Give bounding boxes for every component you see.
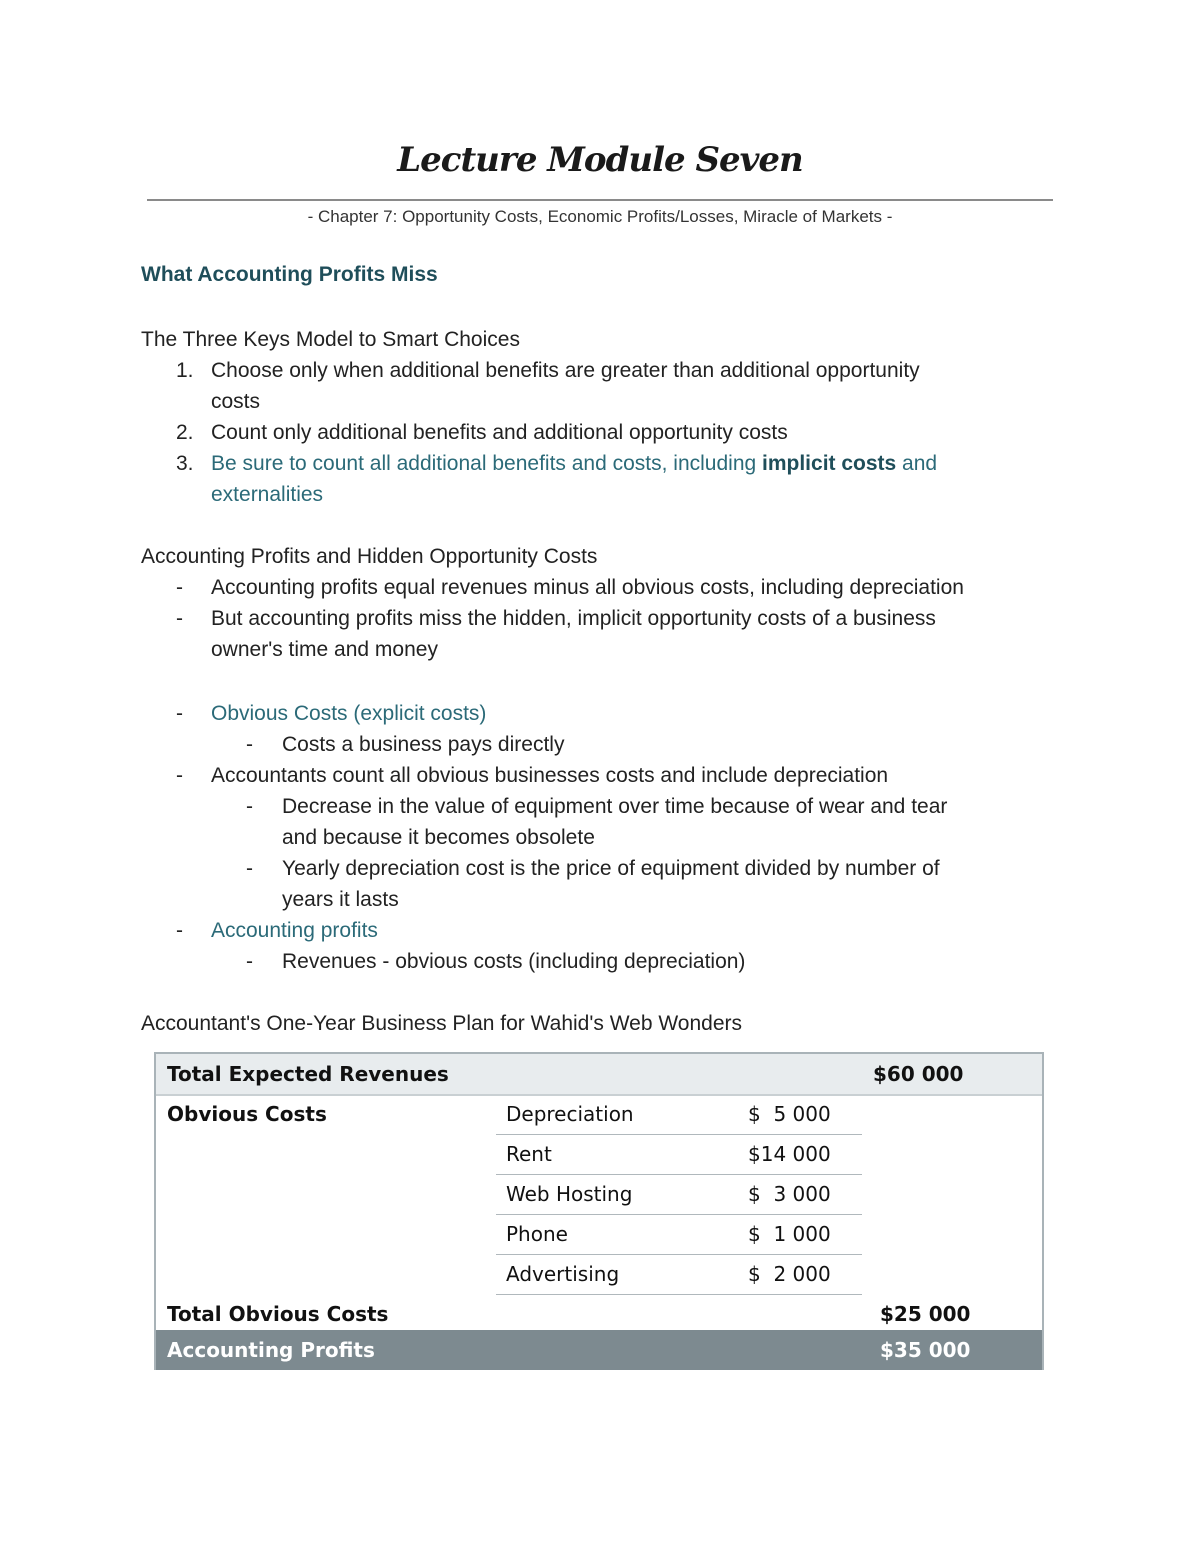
cost-value: $ 1 000 <box>748 1222 831 1246</box>
cost-value: $ 2 000 <box>748 1262 831 1286</box>
bullet-miss-hidden-cont: owner's time and money <box>211 638 438 661</box>
bullet-obvious-costs-sub: Costs a business pays directly <box>282 733 565 756</box>
list-number: 2. <box>176 421 194 444</box>
business-plan-table <box>154 1052 1044 1370</box>
cost-name: Advertising <box>506 1262 620 1286</box>
bullet-accountants-count: Accountants count all obvious businesses costs and include depreciation <box>211 764 889 787</box>
obvious-costs-label: Obvious Costs <box>167 1102 327 1126</box>
list-item-3-text: Be sure to count all additional benefits and costs, including <box>211 452 763 475</box>
bullet-dash: - <box>246 857 253 880</box>
list-item-2: Count only additional benefits and additional opportunity costs <box>211 421 788 444</box>
page-title: Lecture Module Seven <box>397 140 803 180</box>
list-number: 1. <box>176 359 194 382</box>
table-caption: Accountant's One-Year Business Plan for Wahid's Web Wonders <box>141 1012 742 1035</box>
bullet-yearly-depreciation-cont: years it lasts <box>282 888 399 911</box>
bullet-accounting-profits: Accounting profits <box>211 919 378 942</box>
list-number: 3. <box>176 452 194 475</box>
list-item-1: Choose only when additional benefits are greater than additional opportunity <box>211 359 920 382</box>
bullet-accounting-profits-sub: Revenues - obvious costs (including depreciation) <box>282 950 746 973</box>
cost-value: $ 5 000 <box>748 1102 831 1126</box>
bullet-accounting-profits-def: Accounting profits equal revenues minus all obvious costs, including depreciation <box>211 576 964 599</box>
bullet-dash: - <box>246 733 253 756</box>
page-subtitle: - Chapter 7: Opportunity Costs, Economic Profits/Losses, Miracle of Markets - <box>307 207 893 226</box>
list-item-1-cont: costs <box>211 390 261 413</box>
bullet-dash: - <box>176 919 183 942</box>
table-row <box>496 1094 862 1135</box>
cost-name: Phone <box>506 1222 568 1246</box>
bullet-dash: - <box>176 576 183 599</box>
bullet-dash: - <box>176 702 183 725</box>
implicit-costs-term: implicit costs <box>762 452 897 475</box>
bullet-dash: - <box>176 607 183 630</box>
cost-value: $ 3 000 <box>748 1182 831 1206</box>
title-divider <box>147 199 1053 201</box>
table-row-accounting-profits <box>156 1330 1042 1370</box>
cost-value: $14 000 <box>748 1142 831 1166</box>
section-heading: What Accounting Profits Miss <box>141 263 438 286</box>
table-row <box>496 1174 862 1215</box>
bullet-depreciation: Decrease in the value of equipment over time because of wear and tear <box>282 795 948 818</box>
table-row <box>496 1214 862 1255</box>
bullet-yearly-depreciation: Yearly depreciation cost is the price of equipment divided by number of <box>282 857 940 880</box>
hidden-costs-intro: Accounting Profits and Hidden Opportunity Costs <box>141 545 598 568</box>
bullet-depreciation-cont: and because it becomes obsolete <box>282 826 595 849</box>
bullet-dash: - <box>176 764 183 787</box>
table-row-revenues <box>156 1054 1042 1096</box>
three-keys-intro: The Three Keys Model to Smart Choices <box>141 328 520 351</box>
cost-name: Rent <box>506 1142 552 1166</box>
accounting-profits-value: $35 000 <box>880 1338 971 1362</box>
list-item-3-cont: externalities <box>211 483 324 506</box>
cost-name: Web Hosting <box>506 1182 633 1206</box>
table-row <box>496 1134 862 1175</box>
bullet-dash: - <box>246 950 253 973</box>
bullet-obvious-costs: Obvious Costs (explicit costs) <box>211 702 487 725</box>
list-item-3 <box>211 448 937 479</box>
accounting-profits-label: Accounting Profits <box>167 1338 375 1362</box>
revenues-label: Total Expected Revenues <box>167 1062 449 1086</box>
bullet-miss-hidden: But accounting profits miss the hidden, implicit opportunity costs of a business <box>211 607 936 630</box>
total-obvious-costs-value: $25 000 <box>880 1302 971 1326</box>
cost-name: Depreciation <box>506 1102 634 1126</box>
table-row <box>496 1254 862 1295</box>
total-obvious-costs-label: Total Obvious Costs <box>167 1302 389 1326</box>
list-item-3-and: and <box>896 452 938 475</box>
revenues-value: $60 000 <box>873 1062 964 1086</box>
bullet-dash: - <box>246 795 253 818</box>
